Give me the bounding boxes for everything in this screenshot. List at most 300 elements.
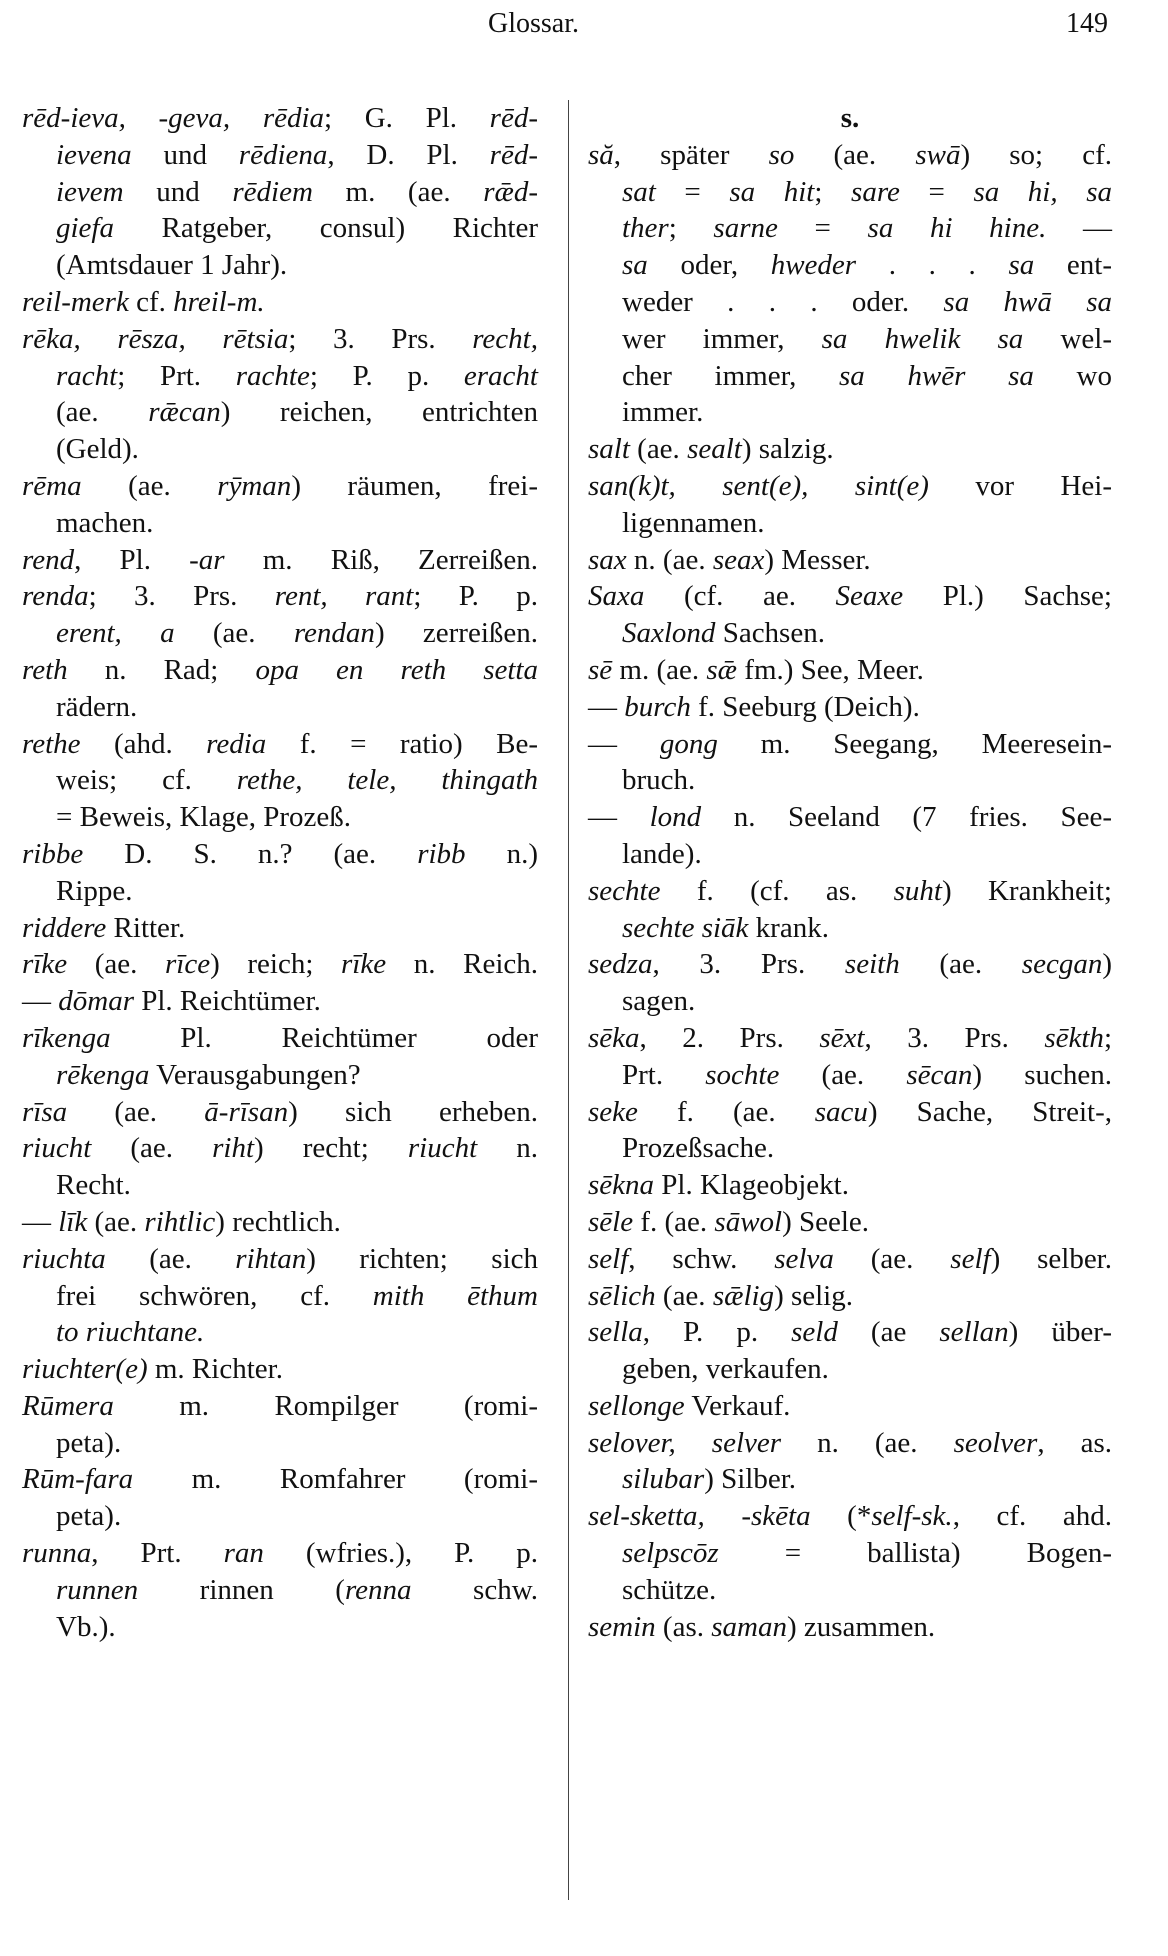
headword-text: riuchta bbox=[22, 1242, 106, 1275]
headword-text: sedza bbox=[588, 948, 653, 981]
headword-text: sarne bbox=[713, 212, 778, 245]
headword-text: gong bbox=[659, 727, 718, 760]
headword-text: semin bbox=[588, 1610, 656, 1643]
headword-text: reil-merk bbox=[22, 285, 129, 318]
glossary-line bbox=[588, 1204, 1112, 1241]
headword-text: renna bbox=[344, 1573, 412, 1606]
glossary-line bbox=[22, 1388, 538, 1425]
glossary-line bbox=[22, 505, 538, 542]
definition-text: (ae. bbox=[67, 948, 165, 981]
glossary-line bbox=[588, 726, 1112, 763]
glossary-line bbox=[22, 1314, 538, 1351]
headword-text: rǣd- bbox=[483, 175, 538, 208]
definition-text: (Amtsdauer 1 Jahr). bbox=[56, 249, 288, 282]
glossary-line bbox=[22, 1130, 538, 1167]
headword-text: sēcan bbox=[906, 1058, 973, 1091]
definition-text: schw. bbox=[411, 1573, 539, 1606]
glossary-line bbox=[588, 542, 1112, 579]
definition-text: ; bbox=[814, 175, 852, 208]
definition-text: bruch. bbox=[622, 764, 696, 797]
definition-text: peta). bbox=[56, 1500, 122, 1533]
glossary-line bbox=[588, 1314, 1112, 1351]
headword-text: eracht bbox=[463, 359, 538, 392]
definition-text: weder . . . oder. bbox=[622, 285, 944, 318]
headword-text: rēd- bbox=[489, 102, 538, 134]
definition-text: m. Seegang, Meeresein- bbox=[717, 727, 1113, 760]
definition-text: Pl. Reichtümer. bbox=[133, 985, 321, 1018]
headword-text: selva bbox=[774, 1242, 834, 1275]
definition-text: = Beweis, Klage, Prozeß. bbox=[56, 801, 351, 834]
glossary-line bbox=[588, 578, 1112, 615]
headword-text: secgan bbox=[1021, 948, 1103, 981]
headword-text: sa bbox=[1008, 249, 1035, 282]
headword-text: sel-sketta, -skēta bbox=[588, 1500, 811, 1533]
definition-text: ; G. Pl. bbox=[324, 102, 490, 134]
definition-text: cf. bbox=[128, 285, 174, 318]
glossary-line bbox=[588, 1094, 1112, 1131]
headword-text: rǣcan bbox=[148, 396, 221, 429]
definition-text: Recht. bbox=[56, 1169, 131, 1202]
glossary-line bbox=[22, 799, 538, 836]
headword-text: selover, selver bbox=[588, 1426, 782, 1459]
definition-text: weis; cf. bbox=[56, 764, 237, 797]
headword-text: suht bbox=[893, 874, 942, 907]
definition-text: ) Messer. bbox=[764, 543, 871, 576]
glossary-line bbox=[22, 284, 538, 321]
headword-text: riucht bbox=[22, 1132, 92, 1165]
glossary-line bbox=[22, 689, 538, 726]
glossary-line bbox=[22, 652, 538, 689]
definition-text: ) richten; sich bbox=[306, 1242, 538, 1275]
glossary-line bbox=[22, 1241, 538, 1278]
glossary-line bbox=[588, 1278, 1112, 1315]
headword-text: sēkth bbox=[1044, 1021, 1104, 1054]
definition-text: (ae. bbox=[779, 1058, 907, 1091]
headword-text: dōmar bbox=[58, 985, 134, 1018]
definition-text: n. Rad; bbox=[67, 653, 256, 686]
definition-text: fm.) See, Meer. bbox=[737, 653, 924, 686]
glossary-line bbox=[588, 358, 1112, 395]
headword-text: self-sk. bbox=[871, 1500, 953, 1533]
headword-text: sē bbox=[588, 653, 613, 686]
glossary-line bbox=[588, 1609, 1112, 1646]
definition-text: — bbox=[588, 801, 650, 834]
glossary-line bbox=[22, 468, 538, 505]
glossary-line bbox=[22, 1278, 538, 1315]
definition-text: oder, bbox=[647, 249, 771, 282]
headword-text: erent, a bbox=[56, 617, 175, 650]
headword-text: rīke bbox=[22, 948, 68, 981]
definition-text: = bbox=[899, 175, 974, 208]
definition-text: peta). bbox=[56, 1426, 122, 1459]
glossary-line bbox=[22, 1572, 538, 1609]
definition-text: (ae. bbox=[833, 1242, 951, 1275]
glossary-line bbox=[588, 431, 1112, 468]
definition-text: wer immer, bbox=[622, 322, 822, 355]
glossary-line bbox=[588, 799, 1112, 836]
headword-text: rent, rant bbox=[274, 580, 414, 613]
headword-text: rīkenga bbox=[22, 1021, 111, 1054]
definition-text: Ritter. bbox=[106, 911, 186, 944]
definition-text: schütze. bbox=[622, 1573, 717, 1606]
headword-text: riuchter(e) bbox=[22, 1353, 148, 1386]
headword-text: sǣlig bbox=[712, 1279, 775, 1312]
glossary-line bbox=[588, 1572, 1112, 1609]
definition-text: f. (ae. bbox=[637, 1095, 815, 1128]
glossary-line bbox=[22, 726, 538, 763]
headword-text: saman bbox=[711, 1610, 787, 1643]
headword-text: burch bbox=[624, 690, 691, 723]
glossary-line bbox=[588, 873, 1112, 910]
headword-text: rīke bbox=[341, 948, 387, 981]
definition-text: wo bbox=[1033, 359, 1112, 392]
definition-text: sagen. bbox=[622, 985, 696, 1018]
definition-text: , cf. ahd. bbox=[952, 1500, 1112, 1533]
glossary-line bbox=[22, 1057, 538, 1094]
definition-text: , D. Pl. bbox=[327, 138, 490, 171]
definition-text: Sachsen. bbox=[715, 617, 825, 650]
headword-text: Saxlond bbox=[622, 617, 716, 650]
page-header bbox=[0, 8, 1168, 52]
glossary-line bbox=[588, 615, 1112, 652]
headword-text: sa hwā sa bbox=[943, 285, 1112, 318]
glossary-line bbox=[22, 1351, 538, 1388]
definition-text: Rippe. bbox=[56, 874, 133, 907]
definition-text: Verausgabungen? bbox=[149, 1058, 361, 1091]
definition-text: — bbox=[22, 1205, 59, 1238]
headword-text: riucht bbox=[407, 1132, 478, 1165]
definition-text: m. (ae. bbox=[312, 175, 484, 208]
headword-text: so bbox=[768, 138, 795, 171]
headword-text: rēkenga bbox=[56, 1058, 150, 1091]
glossary-line bbox=[588, 1461, 1112, 1498]
definition-text: n. (ae. bbox=[626, 543, 713, 576]
headword-text: sechte bbox=[588, 874, 661, 907]
headword-text: self bbox=[588, 1242, 629, 1275]
headword-text: renda bbox=[22, 580, 89, 613]
headword-text: sa bbox=[622, 249, 648, 282]
definition-text: ) sich erheben. bbox=[288, 1095, 538, 1128]
headword-text: rethe bbox=[22, 727, 81, 760]
headword-text: ā-rīsan bbox=[204, 1095, 289, 1128]
definition-text: vor Hei- bbox=[928, 469, 1113, 502]
definition-text: ) Sache, Streit-, bbox=[867, 1095, 1112, 1128]
definition-text: , 3. Prs. bbox=[652, 948, 845, 981]
definition-text: ; bbox=[668, 212, 714, 245]
headword-text: sēka bbox=[588, 1021, 640, 1054]
definition-text: (ae bbox=[837, 1316, 940, 1349]
headword-text: rend bbox=[22, 543, 75, 576]
definition-text: m. Riß, Zerreißen. bbox=[224, 543, 538, 576]
definition-text: (ae. bbox=[67, 1095, 205, 1128]
glossary-line bbox=[22, 1204, 538, 1241]
headword-text: riht bbox=[212, 1132, 255, 1165]
glossary-line bbox=[588, 247, 1112, 284]
definition-text: , 3. Prs. bbox=[864, 1021, 1045, 1054]
glossary-line bbox=[22, 321, 538, 358]
headword-text: sax bbox=[588, 543, 627, 576]
definition-text: krank. bbox=[748, 911, 829, 944]
headword-text: ievem bbox=[56, 175, 124, 208]
headword-text: swā bbox=[915, 138, 961, 171]
definition-text: cher immer, bbox=[622, 359, 839, 392]
glossary-line bbox=[588, 1351, 1112, 1388]
glossary-line bbox=[22, 358, 538, 395]
headword-text: să bbox=[588, 138, 614, 171]
definition-text: (ae. bbox=[87, 1205, 145, 1238]
definition-text: (ae. bbox=[56, 396, 149, 429]
definition-text: ) über- bbox=[1008, 1316, 1112, 1349]
glossary-line bbox=[22, 137, 538, 174]
definition-text: (ae. bbox=[91, 1132, 213, 1165]
headword-text: rīce bbox=[165, 948, 211, 981]
glossary-line bbox=[588, 468, 1112, 505]
glossary-line bbox=[588, 1498, 1112, 1535]
definition-text: (Geld). bbox=[56, 433, 139, 466]
definition-text: , Pl. bbox=[74, 543, 190, 576]
definition-text: Verkauf. bbox=[684, 1389, 791, 1422]
definition-text: ) salzig. bbox=[741, 433, 834, 466]
definition-text: ) reich; bbox=[210, 948, 342, 981]
running-title: Glossar. bbox=[488, 8, 579, 39]
definition-text: Pl.) Sachse; bbox=[903, 580, 1112, 613]
definition-text: Prt. bbox=[622, 1058, 706, 1091]
definition-text: = bbox=[655, 175, 730, 208]
headword-text: sāwol bbox=[714, 1205, 783, 1238]
headword-text: ribb bbox=[417, 837, 466, 870]
headword-text: rēd-ieva, -geva, rēdia bbox=[22, 102, 325, 134]
glossary-line bbox=[588, 652, 1112, 689]
glossary-line bbox=[588, 910, 1112, 947]
headword-text: ran bbox=[223, 1537, 264, 1570]
headword-text: lond bbox=[649, 801, 702, 834]
definition-text: ) Silber. bbox=[704, 1463, 797, 1496]
headword-text: Seaxe bbox=[835, 580, 904, 613]
headword-text: ther bbox=[622, 212, 669, 245]
definition-text: ) Seele. bbox=[782, 1205, 870, 1238]
definition-text: ; 3. Prs. bbox=[288, 322, 473, 355]
headword-text: sǣ bbox=[706, 653, 738, 686]
headword-text: ievena bbox=[56, 138, 132, 171]
definition-text: (cf. ae. bbox=[644, 580, 836, 613]
glossary-line bbox=[22, 1461, 538, 1498]
headword-text: rēka, rēsza, rētsia bbox=[22, 322, 289, 355]
headword-text: sa hi, sa bbox=[973, 175, 1112, 208]
definition-text: — bbox=[588, 727, 660, 760]
glossary-line bbox=[588, 284, 1112, 321]
definition-text: n. bbox=[477, 1132, 539, 1165]
definition-text: m. Richter. bbox=[147, 1353, 283, 1386]
headword-text: rȳman bbox=[217, 469, 292, 502]
headword-text: runnen bbox=[56, 1573, 139, 1606]
left-column bbox=[22, 100, 538, 1645]
headword-text: rēma bbox=[22, 469, 82, 502]
glossary-line bbox=[588, 1057, 1112, 1094]
glossary-line bbox=[588, 1425, 1112, 1462]
headword-text: Rūmera bbox=[22, 1389, 114, 1422]
headword-text: Saxa bbox=[588, 580, 645, 613]
headword-text: san(k)t, sent(e), sint(e) bbox=[588, 469, 929, 502]
definition-text: , später bbox=[613, 138, 769, 171]
definition-text: (* bbox=[810, 1500, 872, 1533]
headword-text: rihtlic bbox=[144, 1205, 216, 1238]
definition-text: und bbox=[123, 175, 233, 208]
definition-text: ) zusammen. bbox=[786, 1610, 936, 1643]
definition-text: ; P. p. bbox=[413, 580, 538, 613]
headword-text: līk bbox=[58, 1205, 88, 1238]
headword-text: to riuchtane. bbox=[56, 1316, 205, 1349]
glossary-line bbox=[22, 578, 538, 615]
headword-text: sat bbox=[622, 175, 656, 208]
definition-text: (ae. bbox=[105, 1242, 236, 1275]
definition-text: Pl. Klageobjekt. bbox=[654, 1169, 849, 1202]
headword-text: reth bbox=[22, 653, 68, 686]
glossary-line bbox=[588, 1535, 1112, 1572]
headword-text: sēlich bbox=[588, 1279, 656, 1312]
definition-text: und bbox=[131, 138, 239, 171]
definition-text: — bbox=[1046, 212, 1113, 245]
glossary-line bbox=[588, 210, 1112, 247]
definition-text: (wfries.), P. p. bbox=[263, 1537, 539, 1570]
definition-text: immer. bbox=[622, 396, 704, 429]
definition-text: = bbox=[777, 212, 868, 245]
definition-text: f. Seeburg (Deich). bbox=[690, 690, 920, 723]
headword-text: mith ēthum bbox=[372, 1279, 538, 1312]
glossary-line bbox=[22, 431, 538, 468]
definition-text: m. Romfahrer (romi- bbox=[133, 1463, 538, 1496]
glossary-line bbox=[588, 137, 1112, 174]
definition-text: ligennamen. bbox=[622, 506, 765, 539]
definition-text: f. = ratio) Be- bbox=[266, 727, 538, 760]
glossary-line bbox=[22, 210, 538, 247]
definition-text: , P. p. bbox=[642, 1316, 792, 1349]
headword-text: sēkna bbox=[588, 1169, 655, 1202]
definition-text: (ae. bbox=[629, 433, 688, 466]
glossary-line bbox=[22, 1609, 538, 1646]
headword-text: sa hwēr sa bbox=[839, 359, 1034, 392]
definition-text: n. Seeland (7 fries. See- bbox=[701, 801, 1113, 834]
column-divider bbox=[568, 100, 569, 1900]
definition-text: ) selig. bbox=[774, 1279, 853, 1312]
definition-text: ) bbox=[1102, 948, 1112, 981]
headword-text: racht bbox=[56, 359, 118, 392]
definition-text: machen. bbox=[56, 506, 154, 539]
glossary-line bbox=[588, 1167, 1112, 1204]
definition-text: m. Rompilger (romi- bbox=[113, 1389, 538, 1422]
headword-text: rachte bbox=[235, 359, 310, 392]
headword-text: sa hwelik sa bbox=[821, 322, 1024, 355]
headword-text: seld bbox=[791, 1316, 838, 1349]
headword-text: seolver bbox=[953, 1426, 1038, 1459]
glossary-line bbox=[588, 394, 1112, 431]
headword-text: hreil-m. bbox=[173, 285, 265, 318]
glossary-line bbox=[588, 174, 1112, 211]
glossary-line bbox=[588, 983, 1112, 1020]
headword-text: rihtan bbox=[235, 1242, 307, 1275]
glossary-line bbox=[22, 394, 538, 431]
definition-text: Vb.). bbox=[56, 1610, 116, 1643]
glossary-line bbox=[588, 321, 1112, 358]
headword-text: hweder bbox=[770, 249, 857, 282]
headword-text: silubar bbox=[622, 1463, 705, 1496]
definition-text: ) räumen, frei- bbox=[291, 469, 539, 502]
definition-text: f. (cf. as. bbox=[660, 874, 894, 907]
headword-text: ribbe bbox=[22, 837, 84, 870]
definition-text: Prozeßsache. bbox=[622, 1132, 775, 1165]
definition-text: ) rechtlich. bbox=[215, 1205, 341, 1238]
definition-text: ) selber. bbox=[990, 1242, 1112, 1275]
headword-text: sa hit bbox=[729, 175, 815, 208]
headword-text: redia bbox=[206, 727, 267, 760]
right-column bbox=[588, 100, 1112, 1645]
headword-text: sēle bbox=[588, 1205, 634, 1238]
definition-text: — bbox=[588, 690, 625, 723]
glossary-line bbox=[588, 1241, 1112, 1278]
definition-text: (ae. bbox=[794, 138, 916, 171]
definition-text: (ae. bbox=[174, 617, 294, 650]
definition-text: rädern. bbox=[56, 690, 138, 723]
definition-text: Pl. Reichtümer oder bbox=[110, 1021, 538, 1054]
headword-text: giefa bbox=[56, 212, 114, 245]
headword-text: Rūm-fara bbox=[22, 1463, 134, 1496]
glossary-line bbox=[588, 1388, 1112, 1425]
glossary-line bbox=[588, 762, 1112, 799]
headword-text: rēd- bbox=[489, 138, 538, 171]
definition-text: lande). bbox=[622, 837, 702, 870]
glossary-line bbox=[588, 836, 1112, 873]
definition-text: ; P. p. bbox=[309, 359, 464, 392]
definition-text: ; Prt. bbox=[117, 359, 236, 392]
glossary-line bbox=[22, 762, 538, 799]
definition-text: s. bbox=[840, 102, 860, 134]
definition-text: geben, verkaufen. bbox=[622, 1353, 829, 1386]
headword-text: seith bbox=[844, 948, 900, 981]
headword-text: rendan bbox=[293, 617, 375, 650]
glossary-line bbox=[588, 689, 1112, 726]
headword-text: sochte bbox=[705, 1058, 780, 1091]
glossary-line bbox=[22, 1020, 538, 1057]
definition-text: ) so; cf. bbox=[960, 138, 1113, 171]
glossary-line bbox=[22, 247, 538, 284]
glossary-line bbox=[22, 174, 538, 211]
definition-text: rinnen ( bbox=[138, 1573, 345, 1606]
definition-text: ) recht; bbox=[254, 1132, 408, 1165]
definition-text: (as. bbox=[655, 1610, 712, 1643]
headword-text: runna bbox=[22, 1537, 92, 1570]
headword-text: rēdiem bbox=[232, 175, 313, 208]
headword-text: sēxt bbox=[819, 1021, 865, 1054]
glossary-line bbox=[22, 873, 538, 910]
headword-text: salt bbox=[588, 433, 630, 466]
headword-text: sellonge bbox=[588, 1389, 685, 1422]
definition-text: f. (ae. bbox=[633, 1205, 715, 1238]
definition-text: , Prt. bbox=[91, 1537, 224, 1570]
definition-text: D. S. n.? (ae. bbox=[83, 837, 418, 870]
definition-text: (ae. bbox=[899, 948, 1022, 981]
definition-text: ) reichen, entrichten bbox=[220, 396, 538, 429]
headword-text: sellan bbox=[939, 1316, 1009, 1349]
definition-text: n. (ae. bbox=[781, 1426, 954, 1459]
glossary-line bbox=[22, 100, 538, 137]
definition-text: = ballista) Bogen- bbox=[718, 1537, 1112, 1570]
glossary-line bbox=[22, 1167, 538, 1204]
headword-text: rethe, tele, thingath bbox=[236, 764, 538, 797]
glossary-line bbox=[588, 946, 1112, 983]
definition-text: n.) bbox=[465, 837, 538, 870]
headword-text: seax bbox=[712, 543, 765, 576]
glossary-line bbox=[22, 1498, 538, 1535]
definition-text: ) suchen. bbox=[972, 1058, 1112, 1091]
